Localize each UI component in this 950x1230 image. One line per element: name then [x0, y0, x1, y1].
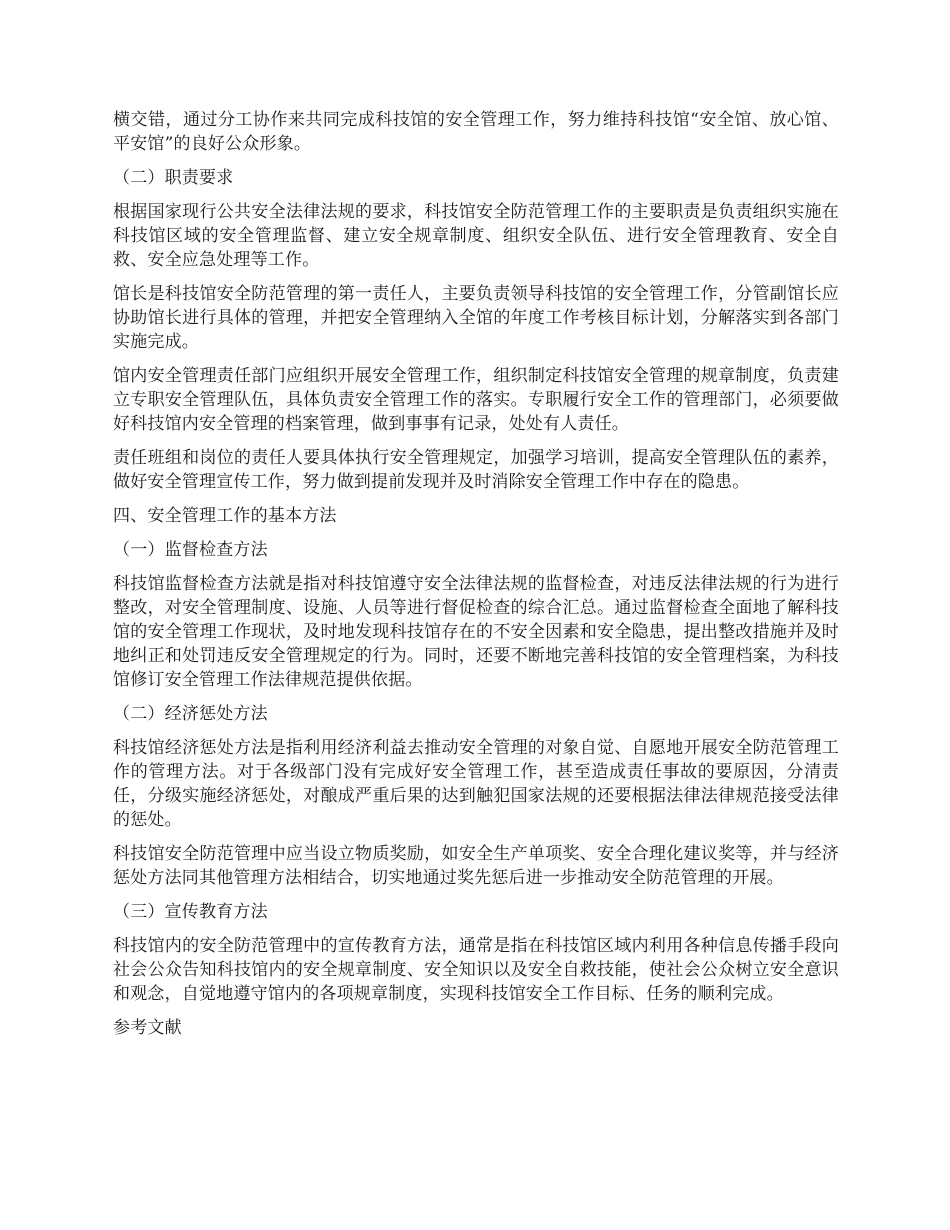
paragraph-team-responsibility: 责任班组和岗位的责任人要具体执行安全管理规定，加强学习培训，提高安全管理队伍的素养，做好安全管理宣传工作，努力做到提前发现并及时消除安全管理工作中存在的隐患。: [113, 448, 839, 492]
heading-duty-requirements: （二）职责要求: [113, 168, 234, 188]
paragraph-publicity-education-method: 科技馆内的安全防范管理中的宣传教育方法，通常是指在科技馆区域内利用各种信息传播手段向社会公众告知科技馆内的安全规章制度、安全知识以及安全自救技能，使社会公众树立安全意识和观念，自觉地遵守馆内的各项规章制度，实现科技馆安全工作目标、任务的顺利完成。: [113, 936, 839, 1004]
document-body: [113, 108, 839, 1050]
heading-publicity-education-method: （三）宣传教育方法: [113, 902, 268, 922]
paragraph-material-rewards: 科技馆安全防范管理中应当设立物质奖励，如安全生产单项奖、安全合理化建议奖等，并与经济惩处方法同其他管理方法相结合，切实地通过奖先惩后进一步推动安全防范管理的开展。: [113, 844, 839, 888]
heading-supervision-method: （一）监督检查方法: [113, 540, 268, 560]
heading-economic-penalty-method: （二）经济惩处方法: [113, 704, 268, 724]
paragraph-department-responsibility: 馆内安全管理责任部门应组织开展安全管理工作，组织制定科技馆安全管理的规章制度，负责建立专职安全管理队伍，具体负责安全管理工作的落实。专职履行安全工作的管理部门，必须要做好科技馆内安全管理的档案管理，做到事事有记录，处处有人责任。: [113, 366, 839, 434]
heading-basic-methods: 四、安全管理工作的基本方法: [113, 506, 337, 526]
paragraph-director-responsibility: 馆长是科技馆安全防范管理的第一责任人，主要负责领导科技馆的安全管理工作，分管副馆长应协助馆长进行具体的管理，并把安全管理纳入全馆的年度工作考核目标计划，分解落实到各部门实施完成。: [113, 284, 839, 352]
heading-references: 参考文献: [113, 1018, 182, 1038]
paragraph-economic-penalty-method: 科技馆经济惩处方法是指利用经济利益去推动安全管理的对象自觉、自愿地开展安全防范管理工作的管理方法。对于各级部门没有完成好安全管理工作，甚至造成责任事故的要原因，分清责任，分级实施经济惩处，对酿成严重后果的达到触犯国家法规的还要根据法律法律规范接受法律的惩处。: [113, 738, 839, 830]
paragraph-intro-continuation: 横交错，通过分工协作来共同完成科技馆的安全管理工作，努力维持科技馆“安全馆、放心馆、平安馆”的良好公众形象。: [113, 110, 839, 154]
paragraph-main-duties: 根据国家现行公共安全法律法规的要求，科技馆安全防范管理工作的主要职责是负责组织实施在科技馆区域的安全管理监督、建立安全规章制度、组织安全队伍、进行安全管理教育、安全自救、安全应急处理等工作。: [113, 202, 839, 270]
paragraph-supervision-method: 科技馆监督检查方法就是指对科技馆遵守安全法律法规的监督检查，对违反法律法规的行为进行整改，对安全管理制度、设施、人员等进行督促检查的综合汇总。通过监督检查全面地了解科技馆的安全管理工作现状，及时地发现科技馆存在的不安全因素和安全隐患，提出整改措施并及时地纠正和处罚违反安全管理规定的行为。同时，还要不断地完善科技馆的安全管理档案，为科技馆修订安全管理工作法律规范提供依据。: [113, 574, 839, 690]
